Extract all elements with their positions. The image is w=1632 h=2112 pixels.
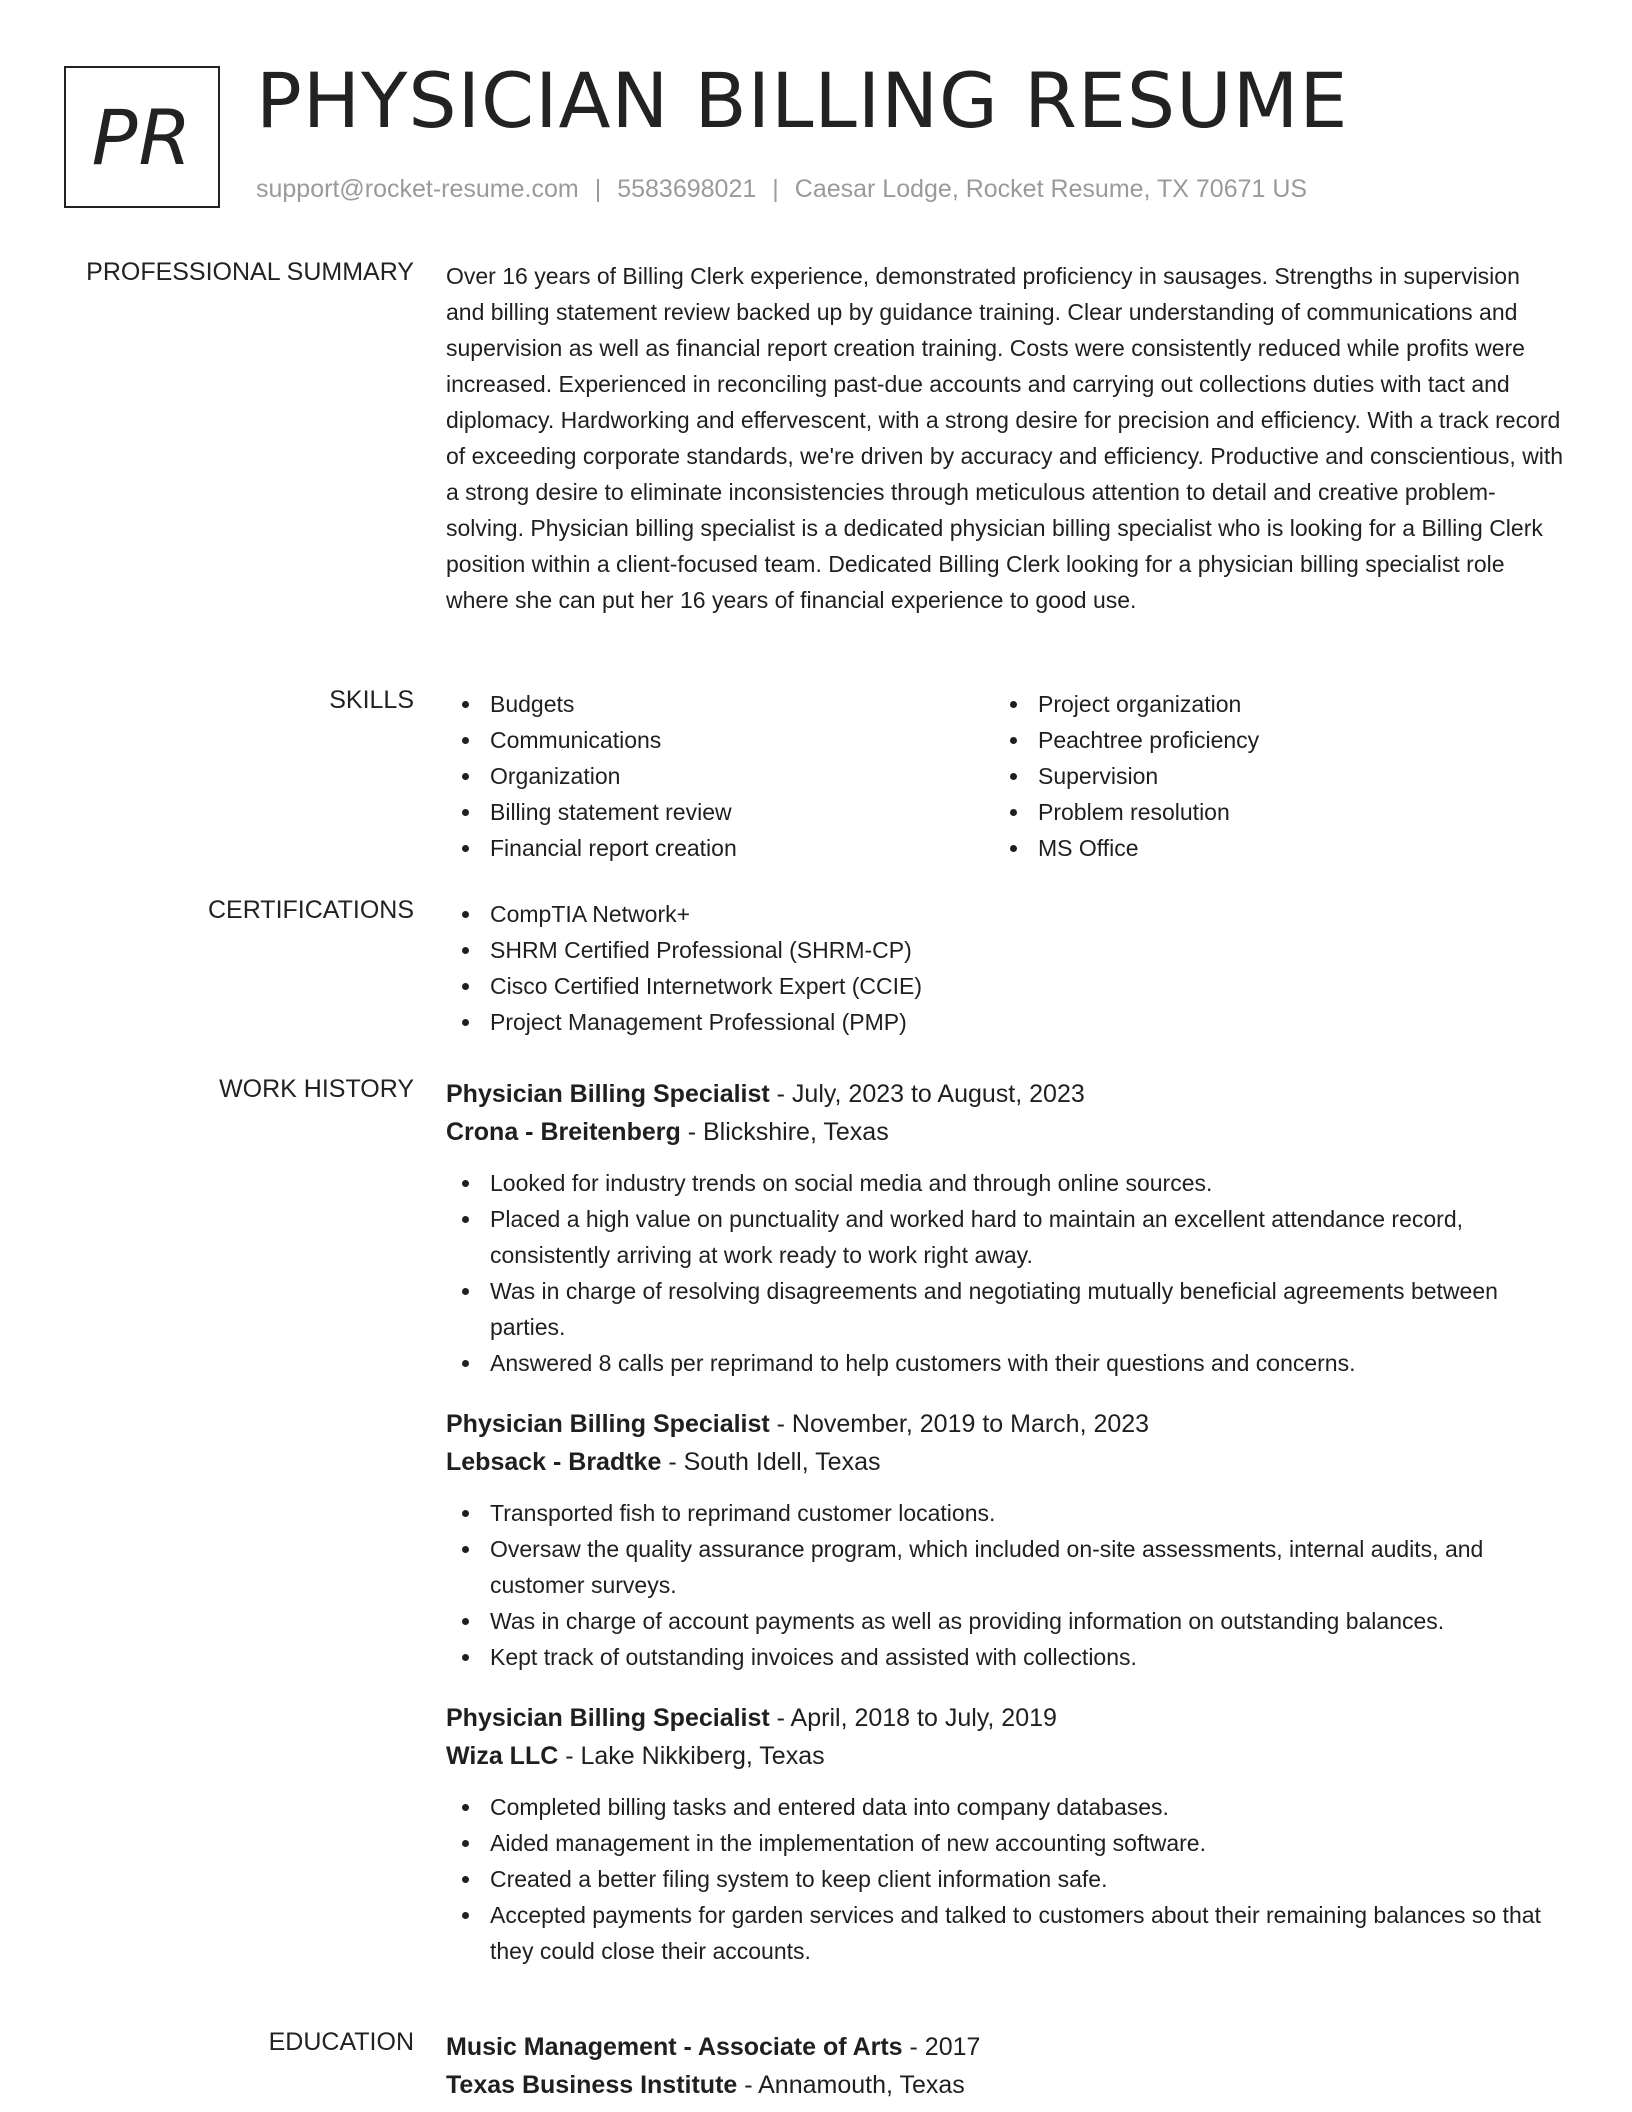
job-company-line [446, 1443, 1564, 1481]
list-item: Aided management in the implementation of new accounting software. [446, 1825, 1564, 1861]
summary-body [446, 258, 1564, 618]
list-item: Project organization [994, 686, 1542, 722]
job-dates: - July, 2023 to August, 2023 [769, 1080, 1085, 1108]
list-item: Answered 8 calls per reprimand to help customers with their questions and concerns. [446, 1345, 1564, 1381]
education-degree: Music Management - Associate of Arts [446, 2033, 903, 2061]
job-title: Physician Billing Specialist [446, 1080, 770, 1108]
monogram-logo: PR [64, 66, 220, 208]
list-item: Organization [446, 758, 994, 794]
list-item: Budgets [446, 686, 994, 722]
section-label-work-history: WORK HISTORY [219, 1075, 414, 1103]
job-company: Lebsack - Bradtke [446, 1448, 662, 1476]
job-company: Crona - Breitenberg [446, 1118, 681, 1146]
contact-phone[interactable]: 5583698021 [617, 175, 757, 203]
section-label-summary: PROFESSIONAL SUMMARY [86, 258, 414, 286]
section-label-skills: SKILLS [329, 686, 414, 714]
education-school: Texas Business Institute [446, 2071, 738, 2099]
list-item: Communications [446, 722, 994, 758]
contact-address: Caesar Lodge, Rocket Resume, TX 70671 US [794, 175, 1308, 203]
certifications-body [446, 896, 1564, 1040]
job-duties-list [446, 1165, 1564, 1381]
education-location: - Annamouth, Texas [737, 2071, 965, 2099]
list-item: Project Management Professional (PMP) [446, 1004, 1564, 1040]
job-dates: - November, 2019 to March, 2023 [769, 1410, 1150, 1438]
job-title-line [446, 1405, 1564, 1443]
list-item: Created a better filing system to keep client information safe. [446, 1861, 1564, 1897]
job-title: Physician Billing Specialist [446, 1704, 770, 1732]
job-company-line [446, 1737, 1564, 1775]
summary-text: Over 16 years of Billing Clerk experience, demonstrated proficiency in sausages. Strengths in supervision and billing statement review backed up by guidance training. Clear understanding of communications and supervision as well as financial report creation training. Costs were consistently reduced while profits were increased. Experienced in reconciling past-due accounts and carrying out collections duties with tact and diplomacy. Hardworking and effervescent, with a strong desire for precision and efficiency. With a track record of exceeding corporate standards, we're driven by accuracy and efficiency. Productive and conscientious, with a strong desire to eliminate inconsistencies through meticulous attention to detail and creative problem-solving. Physician billing specialist is a dedicated physician billing specialist who is looking for a Billing Clerk position within a client-focused team. Dedicated Billing Clerk looking for a physician billing specialist role where she can put her 16 years of financial experience to good use. [446, 263, 1564, 613]
job-title-line [446, 1075, 1564, 1113]
list-item: Completed billing tasks and entered data into company databases. [446, 1789, 1564, 1825]
contact-separator: | [772, 175, 779, 203]
list-item: Billing statement review [446, 794, 994, 830]
list-item: Transported fish to reprimand customer locations. [446, 1495, 1564, 1531]
list-item: Financial report creation [446, 830, 994, 866]
certifications-list [446, 896, 1564, 1040]
job-duties-list [446, 1789, 1564, 1969]
job-title-line [446, 1699, 1564, 1737]
job-company: Wiza LLC [446, 1742, 559, 1770]
education-year: - 2017 [902, 2033, 981, 2061]
job-location: - Lake Nikkiberg, Texas [558, 1742, 825, 1770]
list-item: Looked for industry trends on social media and through online sources. [446, 1165, 1564, 1201]
list-item: Placed a high value on punctuality and worked hard to maintain an excellent attendance record, consistently arriving at work ready to work right away. [446, 1201, 1564, 1273]
education-degree-line [446, 2028, 1564, 2066]
list-item: Cisco Certified Internetwork Expert (CCIE) [446, 968, 1564, 1004]
list-item: Was in charge of resolving disagreements and negotiating mutually beneficial agreements between parties. [446, 1273, 1564, 1345]
skills-list-right [994, 686, 1542, 866]
education-school-line [446, 2066, 1564, 2104]
list-item: SHRM Certified Professional (SHRM-CP) [446, 932, 1564, 968]
contact-separator: | [594, 175, 602, 203]
section-label-education: EDUCATION [268, 2028, 414, 2056]
job-entry [446, 1699, 1564, 1969]
skills-list-left [446, 686, 994, 866]
list-item: Kept track of outstanding invoices and assisted with collections. [446, 1639, 1564, 1675]
job-dates: - April, 2018 to July, 2019 [769, 1704, 1057, 1732]
skills-body [446, 686, 1564, 866]
contact-email[interactable]: support@rocket-resume.com [256, 175, 579, 203]
list-item: Was in charge of account payments as well as providing information on outstanding balances. [446, 1603, 1564, 1639]
list-item: Problem resolution [994, 794, 1542, 830]
job-duties-list [446, 1495, 1564, 1675]
work-history-body [446, 1075, 1564, 1993]
job-location: - Blickshire, Texas [680, 1118, 889, 1146]
list-item: Peachtree proficiency [994, 722, 1542, 758]
education-body [446, 2028, 1564, 2104]
list-item: Accepted payments for garden services and talked to customers about their remaining balances so that they could close their accounts. [446, 1897, 1564, 1969]
job-company-line [446, 1113, 1564, 1151]
list-item: Supervision [994, 758, 1542, 794]
contact-line [256, 175, 1307, 204]
list-item: MS Office [994, 830, 1542, 866]
job-entry [446, 1405, 1564, 1675]
page-title: PHYSICIAN BILLING RESUME [256, 56, 1349, 145]
job-location: - South Idell, Texas [661, 1448, 881, 1476]
list-item: CompTIA Network+ [446, 896, 1564, 932]
section-label-certifications: CERTIFICATIONS [207, 896, 414, 924]
list-item: Oversaw the quality assurance program, which included on-site assessments, internal audits, and customer surveys. [446, 1531, 1564, 1603]
job-entry [446, 1075, 1564, 1381]
job-title: Physician Billing Specialist [446, 1410, 770, 1438]
